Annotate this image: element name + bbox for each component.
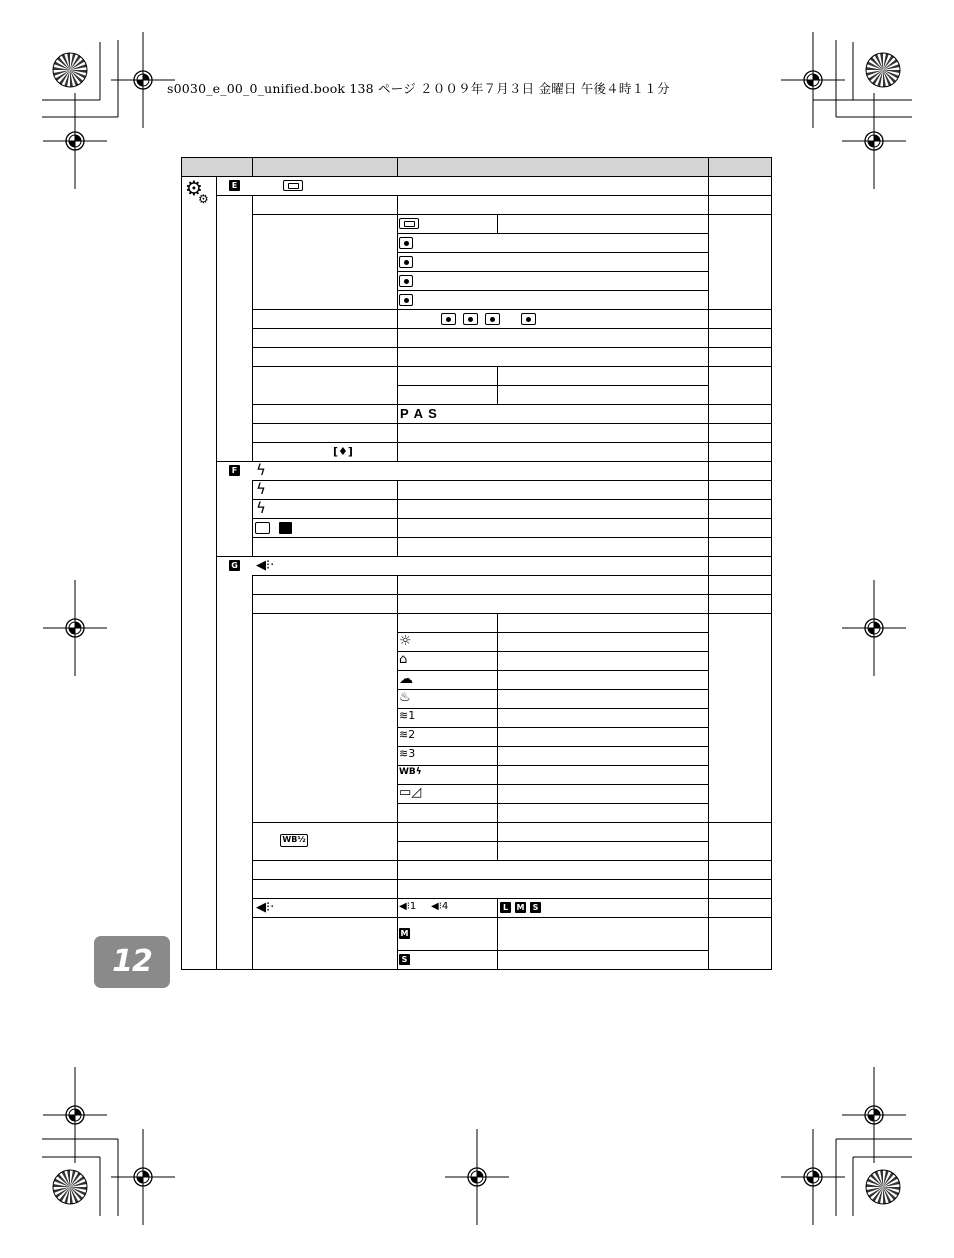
flash-comp-icon <box>255 522 270 534</box>
size-small-icon: S <box>399 954 410 965</box>
mode-pas-label: P A S <box>400 406 438 421</box>
flash-icon: ϟ <box>256 480 266 498</box>
spot-hi-icon <box>399 275 413 287</box>
flash-icon: ϟ <box>256 461 266 479</box>
fluorescent-2-icon: ≋2 <box>399 728 416 741</box>
flash-icon: ϟ <box>256 499 266 517</box>
center-weighted-icon <box>441 313 456 325</box>
wb-comp-icon: WB½ <box>280 834 308 847</box>
metering-icon <box>283 180 303 191</box>
fluorescent-3-icon: ≋3 <box>399 747 416 760</box>
size-medium-icon: M <box>400 929 409 938</box>
exposure-comp-icon <box>279 522 292 534</box>
gear-icon: ⚙ <box>185 176 203 200</box>
chapter-tab: 12 <box>94 936 170 988</box>
size-small-icon: S <box>530 902 541 913</box>
page-slug: s0030_e_00_0_unified.book 138 ページ ２００９年７月３日 金曜日 午後４時１１分 <box>167 81 670 96</box>
spot-hi-icon <box>485 313 500 325</box>
spot-sh-icon <box>521 313 536 325</box>
flash-wb-icon: WBϟ <box>399 767 422 777</box>
custom-wb-icon: ▭◿ <box>399 785 422 800</box>
size-medium-icon: M <box>516 903 525 912</box>
spot-icon <box>463 313 478 325</box>
af-target-icon: [♦] <box>333 445 353 458</box>
shade-icon: ⌂ <box>399 652 408 667</box>
fluorescent-1-icon: ≋1 <box>399 709 416 722</box>
quality-4-icon: ◀⁝4 <box>431 901 449 912</box>
size-large-icon: L <box>500 902 511 913</box>
spot-sh-icon <box>399 294 413 306</box>
esp-metering-icon <box>399 218 419 229</box>
cloudy-icon: ☁ <box>399 671 413 687</box>
image-quality-icon: ◀⁝· <box>256 558 275 573</box>
custom-menu-b-icon: F <box>229 465 240 476</box>
custom-menu-a-icon: E <box>229 180 240 191</box>
sunny-icon: ☼ <box>399 633 412 649</box>
custom-menu-c-icon: G <box>229 560 240 571</box>
small-gear-icon: ⚙ <box>198 192 209 206</box>
center-weighted-icon <box>399 237 413 249</box>
quality-1-icon: ◀⁝1 <box>399 901 417 912</box>
spot-icon <box>399 256 413 268</box>
tungsten-icon: ♨ <box>399 690 411 705</box>
image-quality-icon: ◀⁝· <box>256 900 275 915</box>
